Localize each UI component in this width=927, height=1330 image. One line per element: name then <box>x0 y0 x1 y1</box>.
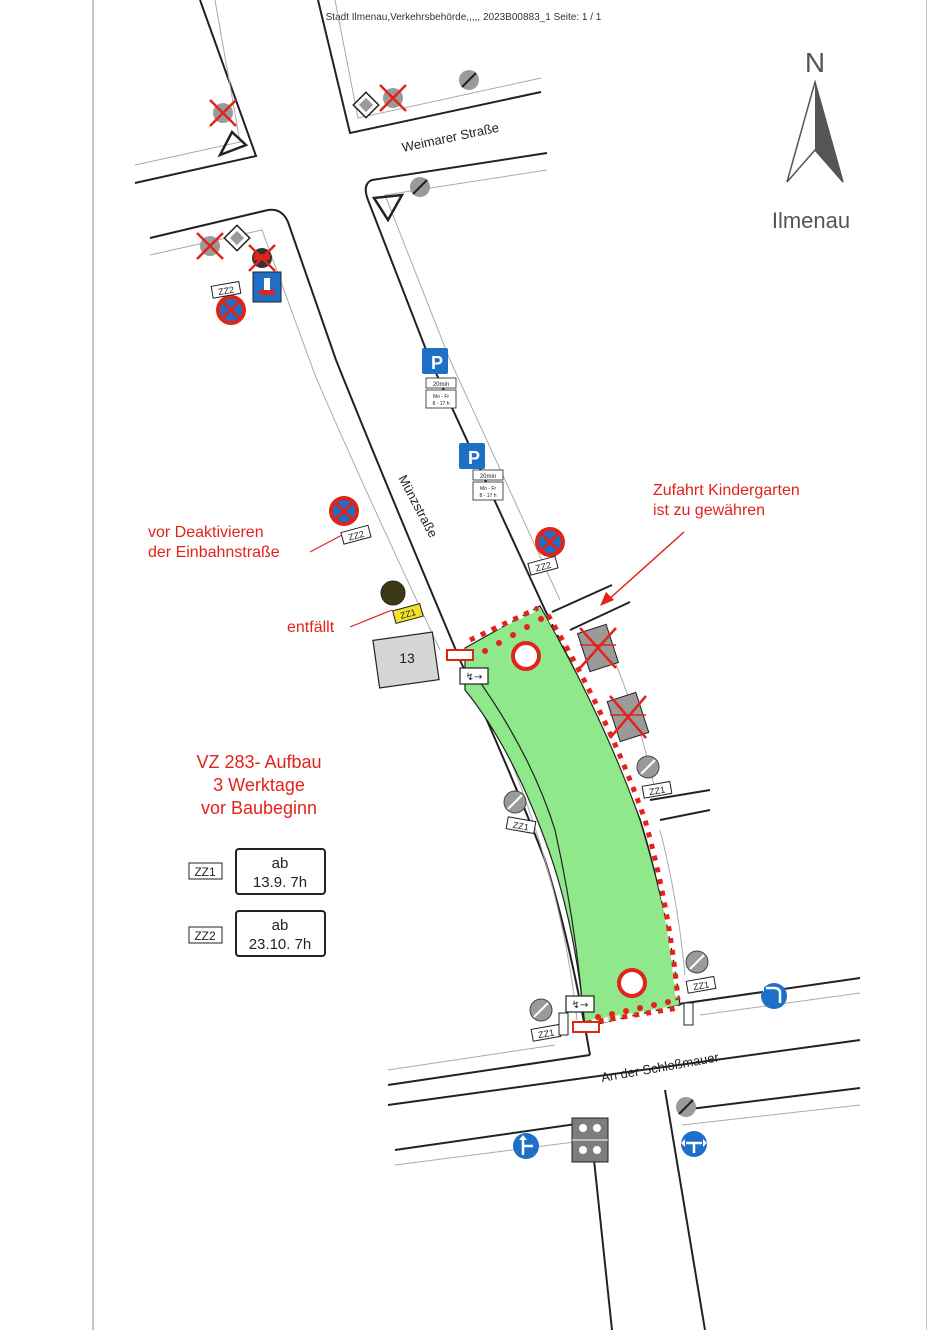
annot-zufahrt-arrow-icon <box>600 532 684 606</box>
crossed-sign-stack-1-icon <box>578 624 619 671</box>
end-restriction-sign-icon <box>410 177 430 197</box>
vz-note-1: VZ 283- Aufbau <box>196 752 322 772</box>
svg-text:ZZ2: ZZ2 <box>194 929 216 943</box>
svg-text:ZZ1: ZZ1 <box>648 784 666 798</box>
zz1-yellow-plate <box>393 604 423 624</box>
post-board-icon <box>684 1003 693 1025</box>
annot-zufahrt-1: Zufahrt Kindergarten <box>653 482 800 499</box>
zz2-plate-left <box>341 525 371 544</box>
zz1-plate <box>531 1024 561 1041</box>
svg-text:P: P <box>431 353 444 373</box>
annot-deakt-2: der Einbahnstraße <box>148 544 280 561</box>
vz-note-3: vor Baubeginn <box>200 798 318 818</box>
barrier-board-sw <box>573 1022 599 1032</box>
svg-text:ZZ1: ZZ1 <box>398 607 418 621</box>
svg-text:ab: ab <box>271 917 289 934</box>
legend-zz1 <box>189 849 325 894</box>
left-or-right-sign-icon <box>681 1131 707 1157</box>
zz1-plate <box>686 976 716 993</box>
annot-zufahrt-2: ist zu gewähren <box>653 502 766 519</box>
svg-text:ZZ1: ZZ1 <box>512 819 530 833</box>
post-board-icon <box>559 1013 568 1035</box>
barrier-board-nw <box>447 650 473 660</box>
zz2-plate-right <box>528 556 558 575</box>
closure-sign-north <box>513 643 539 669</box>
svg-text:ZZ2: ZZ2 <box>347 528 366 543</box>
annot-deakt-leader <box>310 535 342 552</box>
svg-text:↯→: ↯→ <box>465 672 483 683</box>
svg-text:13.9. 7h: 13.9. 7h <box>252 874 308 891</box>
end-restriction-sign-icon <box>459 70 479 90</box>
dead-end-sign-icon <box>253 272 281 302</box>
page-header: Stadt Ilmenau,Verkehrsbehörde,,,,, 2023B00883_1 Seite: 1 / 1 <box>325 12 602 23</box>
priority-road-sign-icon <box>224 225 249 250</box>
detour-sign-north <box>460 668 488 684</box>
svg-text:Mo - Fr: Mo - Fr <box>479 486 497 492</box>
grey-sign-icon <box>637 756 659 778</box>
zz2-label: ZZ2 <box>217 284 235 298</box>
sidewalk-lines <box>135 0 860 1165</box>
svg-text:8 - 17 h: 8 - 17 h <box>432 401 450 407</box>
parking-sign-north-icon <box>422 348 456 408</box>
crossed-sign-icon <box>380 85 406 111</box>
crossed-sign-icon <box>210 100 236 126</box>
crossed-sign-icon <box>249 245 275 271</box>
no-stopping-sign-icon <box>537 529 563 555</box>
street-label-schloss: An der Schloßmauer <box>599 1049 720 1085</box>
svg-text:↯→: ↯→ <box>571 1000 589 1011</box>
north-letter: N <box>804 47 826 78</box>
legend-zz2 <box>189 911 325 956</box>
crossed-sign-stack-2-icon <box>607 692 649 741</box>
dark-round-sign-icon <box>381 581 405 605</box>
svg-text:8 - 17 h: 8 - 17 h <box>479 493 497 499</box>
building-13 <box>373 632 439 688</box>
no-stopping-sign-icon <box>331 498 357 524</box>
zz2-plate-tl <box>211 281 241 298</box>
closure-sign-south <box>619 970 645 996</box>
street-label-muenz: Münzstraße <box>395 472 441 541</box>
detour-sign-south <box>566 996 594 1012</box>
zz1-plate <box>506 817 536 834</box>
north-arrow-icon <box>787 82 843 182</box>
annot-entfaellt: entfällt <box>287 619 335 636</box>
svg-text:P: P <box>468 448 481 468</box>
vz-note-2: 3 Werktage <box>213 775 305 795</box>
annot-entfaellt-leader <box>350 610 392 627</box>
svg-text:ZZ1: ZZ1 <box>194 865 216 879</box>
svg-text:20min: 20min <box>432 382 450 388</box>
grey-sign-icon <box>530 999 552 1021</box>
street-label-weimarer: Weimarer Straße <box>400 119 501 155</box>
place-name: Ilmenau <box>771 208 851 233</box>
grey-sign-icon <box>686 951 708 973</box>
svg-text:23.10. 7h: 23.10. 7h <box>248 936 312 953</box>
svg-text:ZZ1: ZZ1 <box>537 1027 555 1041</box>
parking-sign-south-icon <box>459 443 503 500</box>
svg-text:ab: ab <box>271 855 289 872</box>
zz1-plate <box>642 781 672 798</box>
grey-sign-icon <box>504 791 526 813</box>
no-stopping-sign-icon <box>218 297 244 323</box>
turn-left-sign-icon <box>760 983 787 1009</box>
svg-text:Mo - Fr: Mo - Fr <box>432 394 450 400</box>
svg-text:20min: 20min <box>479 474 497 480</box>
svg-text:ZZ1: ZZ1 <box>692 979 710 993</box>
svg-text:13: 13 <box>399 650 415 666</box>
svg-text:ZZ2: ZZ2 <box>534 559 553 574</box>
annot-deakt-1: vor Deaktivieren <box>148 524 264 541</box>
yield-sign-icon <box>374 195 402 220</box>
straight-or-right-sign-icon <box>513 1133 539 1159</box>
pedestrian-zone-sign-icon <box>572 1118 608 1162</box>
crossed-sign-icon <box>197 233 223 259</box>
end-restriction-sign-icon <box>676 1097 696 1117</box>
